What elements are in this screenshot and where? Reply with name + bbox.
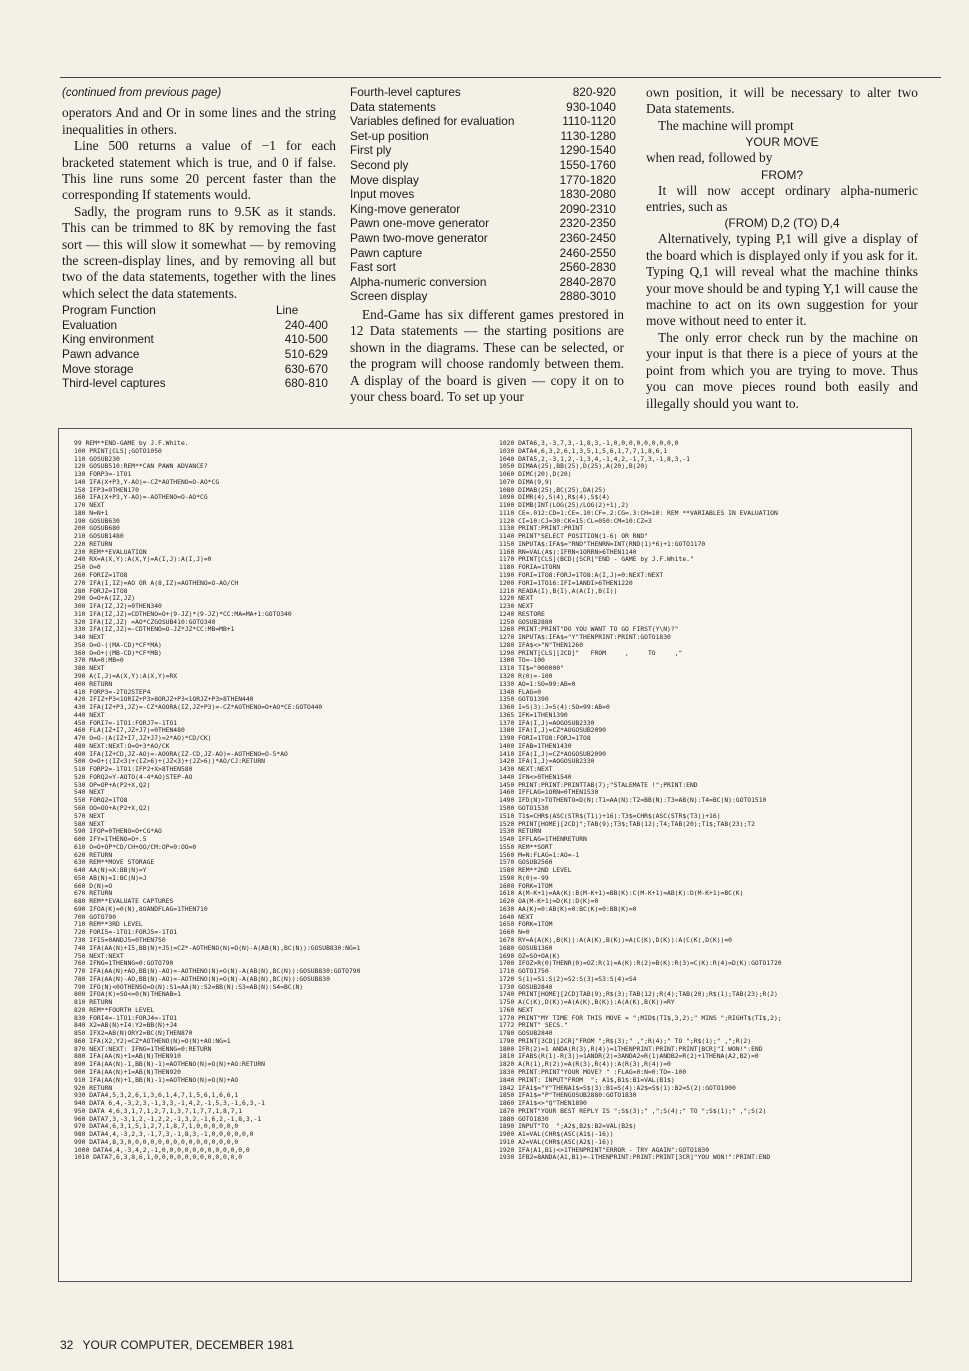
code-line: 1560 M=N:FLAG=1:AO=-1 <box>499 851 580 859</box>
table-row <box>350 187 624 202</box>
code-line: 1640 NEXT <box>499 913 534 921</box>
code-line: 1300 TO=-100 <box>499 657 545 665</box>
code-line: 130 FORP3=-1TO1 <box>74 471 132 479</box>
code-line: 690 IFOA(K)=0(N),8OANDFLAG=1THEN710 <box>74 905 208 913</box>
code-line: 1740 PRINT[HOME][2CD]TAB(9);R$(3);TAB(12);R(4);TAB(20);R$(1);TAB(23);R(2) <box>499 991 778 999</box>
code-line: 1910 A2=VAL(CHR$(ASC(A2$)-16)) <box>499 1138 614 1146</box>
code-line: 1330 AO=1:SO=99:AB=0 <box>499 680 576 688</box>
code-line: 770 IFA(AA(N)+AO,BB(N)-AO)=-AOTHENO(N)=O(N)-A(AB(N),BC(N)):GOSUB830:GOTO790 <box>74 968 361 976</box>
code-line: 1690 OZ=SO+OA(K) <box>499 952 561 960</box>
table-cell: 2360-2450 <box>559 230 616 245</box>
code-line: 1440 IFN<>0THEN1540 <box>499 773 572 781</box>
table-cell: 1830-2080 <box>559 187 616 202</box>
code-line: 1580 REM**2ND LEVEL <box>499 867 572 875</box>
table-cell: 2320-2350 <box>559 216 616 231</box>
table-cell: 1770-1820 <box>559 172 616 187</box>
code-line: 400 RETURN <box>74 680 113 688</box>
code-line: 190 GOSUB630 <box>74 517 120 525</box>
code-line: 1590 R(0)=-99 <box>499 874 549 882</box>
code-line: 910 IFA(AA(N)+1,BB(N)-1)=AOTHENO(N)=O(N)+AO <box>74 1076 239 1084</box>
table-cell: 1550-1760 <box>559 157 616 172</box>
code-line: 1790 PRINT[3CD][2CR]"FROM ";R$(3);" ,";R(4);" TO ";R$(1);" ,";R(2) <box>499 1037 752 1045</box>
code-line: 1820 A(R(1),R(2))=A(R(3),R(4)):A(R(3),R(4))=0 <box>499 1061 671 1069</box>
code-line: 1360 I=S(3):J=S(4):SO=99:AB=0 <box>499 704 610 712</box>
table-cell: Move display <box>350 172 419 187</box>
paragraph: own position, it will be necessary to alter two Data statements. <box>646 85 918 117</box>
page-number: 32 <box>60 1338 74 1352</box>
continued-note: (continued from previous page) <box>62 87 222 99</box>
code-line: 1210 READA(I),B(I),A(A(I),B(I)) <box>499 587 618 595</box>
code-line: 1870 PRINT"YOUR BEST REPLY IS ";S$(3);" ,";S(4);" TO ";S$(1);" ,";S(2) <box>499 1107 767 1115</box>
code-line: 1180 FORIA=1TORN <box>499 564 561 572</box>
code-line: 1400 IFAB=1THEN1430 <box>499 742 572 750</box>
paragraph: It will now accept ordinary alpha-numeric entries, such as <box>646 182 918 215</box>
code-line: 740 IFA(AA(N)+I5,BB(N)+J5)=CZ*-AOTHENO(N)=O(N)-A(AB(N),BC(N)):GOSUB830:NG=1 <box>74 944 361 952</box>
prompt-your-move: YOUR MOVE <box>745 135 819 150</box>
code-line: 1500 GOTO1530 <box>499 804 549 812</box>
table-cell: 630-670 <box>284 361 328 376</box>
code-line: 220 RETURN <box>74 540 113 548</box>
code-line: 270 IFA(I,IZ)=AO OR A(8,IZ)=AOTHENO=O-AO/CH <box>74 579 239 587</box>
table-cell: 2560-2830 <box>559 260 616 275</box>
code-line: 1860 IFA1$<>"Q"THEN1890 <box>499 1100 587 1108</box>
code-line: 1270 INPUTA$:IFA$="Y"THENPRINT:PRINT:GOTO1830 <box>499 634 671 642</box>
table-row <box>350 143 624 158</box>
code-line: 1460 IFFLAG=1ORN=0THEN1530 <box>499 789 599 797</box>
table-row <box>350 246 624 261</box>
table-header-line: Line <box>276 303 299 318</box>
code-line: 1650 FORK=1TOM <box>499 921 553 929</box>
table-cell: Evaluation <box>62 317 118 332</box>
code-line: 1610 A(M-K+1)=AA(K):B(M-K+1)=BB(K):C(M-K+1)=AB(K):D(M-K+1)=BC(K) <box>499 890 744 898</box>
code-line: 1420 IFA(I,J)=AOGOSUB2330 <box>499 758 595 766</box>
code-line: 680 REM**EVALUATE CAPTURES <box>74 898 174 906</box>
table-cell: Alpha-numeric conversion <box>350 274 487 289</box>
code-line: 890 IFA(AA(N)-1,BB(N)-1)=AOTHENO(N)=O(N)+AO:RETURN <box>74 1061 265 1069</box>
code-line: 1772 PRINT" SECS." <box>499 1022 568 1030</box>
code-line: 1450 PRINT:PRINT:PRINTTAB(7);"STALEMATE !";PRINT:END <box>499 781 698 789</box>
code-line: 1250 GOSUB2880 <box>499 618 553 626</box>
code-line: 1070 DIMA(9,9) <box>499 478 553 486</box>
paragraph: Sadly, the program runs to 9.5K as it stands. This can be trimmed to 8K by removing the fast sort — this will slow it somewhat — by removing the screen-display lines, and by removing all but two of the data statements, together with the lines which select the data statements. <box>62 203 336 301</box>
code-line: 210 GOSUB1480 <box>74 533 124 541</box>
code-line: 1240 RESTORE <box>499 610 545 618</box>
table-cell: King environment <box>62 332 154 347</box>
code-line: 1710 GOTO1750 <box>499 968 549 976</box>
table-cell: 680-810 <box>284 376 328 391</box>
code-line: 1770 PRINT"MY TIME FOR THIS MOVE = ";MID$(TI$,3,2);" MINS ";RIGHT$(TI$,2); <box>499 1014 782 1022</box>
code-line: 1700 IFOZ>R(0)THENR(0)=OZ:R(1)=A(K):R(2)=B(K):R(3)=C(K):R(4)=D(K):GOTO1720 <box>499 960 782 968</box>
code-line: 950 DATA 4,6,3,1,7,1,2,7,1,3,7,1,7,7,1,8,7,1 <box>74 1107 243 1115</box>
code-line: 340 NEXT <box>74 634 105 642</box>
code-line: 1190 FORI=1TO8:FORJ=1TO8:A(I,J)=0:NEXT:NEXT <box>499 572 664 580</box>
top-rule <box>60 77 941 78</box>
code-line: 1050 DIMAA(25),BB(25),D(25),A(20),B(20) <box>499 463 648 471</box>
code-line: 790 IFO(N)<0OTHENSO=O(N):S1=AA(N):S2=BB(N):S3=AB(N):S4=BC(N) <box>74 983 304 991</box>
table-row <box>350 158 624 173</box>
code-line: 1630 AA(K)=0:AB(K)=0:BC(K)=0:BB(K)=0 <box>499 905 637 913</box>
table-row <box>350 231 624 246</box>
table-cell: 1130-1280 <box>560 128 616 143</box>
example-entry: (FROM) D,2 (TO) D,4 <box>724 216 840 231</box>
code-line: 800 IFOA(K)=SO<=0(N)THENAB=1 <box>74 991 181 999</box>
table-cell: Variables defined for evaluation <box>350 114 515 129</box>
prompt-from: FROM? <box>761 167 803 182</box>
table-cell: King-move generator <box>350 201 461 216</box>
code-line: 720 FORI5=-1TO1:FORJ5=-1TO1 <box>74 929 178 937</box>
code-line: 1080 DIMAB(25),BC(25),DA(25) <box>499 486 606 494</box>
code-line: 230 REM**EVALUATION <box>74 548 147 556</box>
code-line: 100 PRINT[CLS];GOTO1050 <box>74 447 162 455</box>
code-line: 1750 A(C(K),D(K))=A(A(K),B(K)):A(A(K),B(K))=RY <box>499 999 675 1007</box>
code-line: 1160 RN=VAL(A$):IFRN<1ORRN>6THEN1140 <box>499 548 637 556</box>
code-line: 1410 IFA(I,J)=CZ*AOGOSUB2090 <box>499 750 606 758</box>
code-line: 630 REM**MOVE STORAGE <box>74 859 155 867</box>
table-cell: Screen display <box>350 289 428 304</box>
paragraph: Alternatively, typing P,1 will give a display of the board which is displayed only if you ask for it. Typing Q,1 will reveal what the machine thinks your move should be and typing Y,1 will cause the machine to act on its own suggestion for your move without need to enter it. <box>646 231 918 329</box>
magazine-issue: YOUR COMPUTER, DECEMBER 1981 <box>82 1338 294 1352</box>
code-line: 1670 RY=A(A(K),B(K)):A(A(K),B(K))=A(C(K),D(K)):A(C(K),D(K))=0 <box>499 937 732 944</box>
code-line: 1030 DATA4,6,3,2,6,1,3,5,1,5,6,1,7,7,1,8,6,1 <box>499 447 668 455</box>
code-line: 1365 IFK=1THEN1390 <box>499 711 568 719</box>
code-line: 1730 GOSUB2840 <box>499 983 553 991</box>
code-line: 300 IFA(IZ,JZ)=0THEN340 <box>74 603 162 611</box>
code-line: 1140 PRINT"SELECT POSITION(1-6) OR RND" <box>499 533 648 541</box>
code-line: 1120 CI=10:CJ=30:CK=15:CL=050:CM=10:CZ=3 <box>499 517 652 525</box>
code-line: 1060 DIMC(20),D(20) <box>499 471 572 479</box>
code-line: 1200 FORI=1TO16:IFI=1ANDI>6THEN1220 <box>499 579 633 587</box>
code-line: 970 DATA4,6,3,1,5,1,2,7,1,8,7,1,0,0,0,0,0,0 <box>74 1123 239 1131</box>
paragraph: The only error check run by the machine on your input is that there is a piece of yours at the point from which you are trying to move. Thus you can move pieces round both easily and illegally should you want to. <box>646 329 918 411</box>
code-line: 420 IFIZ+P3<1ORIZ+P3>8ORJZ+P3<1ORJZ+P3>8THEN440 <box>74 696 254 704</box>
code-line: 960 DATA7,3,-3,1,2,-1,2,2,-1,3,2,-1,6,2,-1,8,3,-1 <box>74 1115 262 1123</box>
code-line: 870 NEXT:NEXT: IFNG=1THENNG=0:RETURN <box>74 1045 212 1053</box>
table-row <box>350 260 624 275</box>
code-line: 1490 IFD(N)>TOTHENTO=D(N):T1=AA(N):T2=BB(N):T3=AB(N):T4=BC(N):GOTO1510 <box>499 797 767 805</box>
code-line: 390 A(I,J)=A(X,Y):A(X,Y)=RX <box>74 672 178 680</box>
code-line: 510 FORP2=-1TO1:IFP2+X>8THEN580 <box>74 766 193 774</box>
table-cell: Pawn capture <box>350 245 423 260</box>
code-line: 590 IFOP=0THENO=O+CG*AO <box>74 828 162 836</box>
code-line: 1530 RETURN <box>499 828 542 836</box>
code-line: 700 GOTO790 <box>74 913 117 921</box>
code-line: 200 GOSUB680 <box>74 525 120 533</box>
table-header-function: Program Function <box>62 303 156 318</box>
code-line: 1930 IFB2=8ANDA(A1,B1)=-1THENPRINT:PRINT:PRINT[3CR]"YOU WON!":PRINT:END <box>499 1154 771 1162</box>
code-line: 410 FORP3=-2TO2STEP4 <box>74 688 151 696</box>
code-line: 1290 PRINT[CLS][2CD]" FROM , TO ," <box>499 649 683 657</box>
table-cell: 2460-2550 <box>559 245 616 260</box>
code-line: 310 IFA(IZ,JZ)=CDTHENO=O+(9-JZ)*(9-JZ)*CC:MA=MA+1:GOTO340 <box>74 610 292 618</box>
code-line: 990 DATA4,8,3,0,0,0,0,0,0,0,0,0,0,0,0,0,0,0 <box>74 1138 239 1146</box>
code-line: 1320 R(0)=-100 <box>499 672 553 680</box>
code-line: 1720 S(1)=S1:S(2)=S2:S(3)=S3:S(4)=S4 <box>499 975 637 983</box>
code-line: 1842 IFA1$="Y"THENA1$=S$(3):B1=S(4):A2$=S$(1):B2=S(2):GOTO1900 <box>499 1084 736 1092</box>
table-cell: Fourth-level captures <box>350 85 461 99</box>
table-row <box>350 100 624 115</box>
table-cell: 2880-3010 <box>559 289 616 304</box>
text-column-1 <box>62 85 336 394</box>
code-line: 120 GOSUB510:REM**CAN PAWN ADVANCE? <box>74 463 208 471</box>
code-line: 380 NEXT <box>74 665 105 673</box>
table-cell: 410-500 <box>284 332 328 347</box>
code-line: 610 O=O+OP*CD/CH+OO/CM:OP=0:OO=0 <box>74 843 197 851</box>
table-cell: Input moves <box>350 187 415 202</box>
code-line: 330 IFA(IZ,JZ)=-CDTHENO=O-JZ*JZ*CC:MB=MB+1 <box>74 626 235 634</box>
code-line: 1390 FORI=1TO8:FORJ=1TO8 <box>499 735 591 743</box>
code-line: 180 N=N+1 <box>74 509 109 517</box>
table-cell: Second ply <box>350 157 409 172</box>
code-line: 260 FORIZ=1TO8 <box>74 572 128 580</box>
code-line: 1680 GOSUB1360 <box>499 944 553 952</box>
code-line: 550 FORQ2=1TO8 <box>74 797 128 805</box>
table-row <box>350 202 624 217</box>
table-row <box>350 114 624 129</box>
code-line: 810 RETURN <box>74 999 113 1007</box>
code-line: 760 IFNG=1THENNG=0:GOTO790 <box>74 960 174 968</box>
code-line: 1510 T1$=CHR$(ASC(STR$(T1))+16):T3$=CHR$(ASC(STR$(T3))+16) <box>499 812 721 820</box>
table-row <box>62 318 336 333</box>
code-line: 1920 IFA(A1,B1)<>1THENPRINT"ERROR - TRY AGAIN":GOTO1830 <box>499 1146 710 1154</box>
code-line: 620 RETURN <box>74 851 113 859</box>
code-line: 280 FORJZ=1TO8 <box>74 587 128 595</box>
code-line: 1890 INPUT"TO ";A2$,B2$:B2=VAL(B2$) <box>499 1123 637 1131</box>
listing-column-right <box>499 440 904 1162</box>
code-line: 1600 FORK=1TOM <box>499 882 553 890</box>
table-cell: Move storage <box>62 361 134 376</box>
code-line: 640 AA(N)=X:BB(N)=Y <box>74 867 147 875</box>
code-line: 450 FORI7=-1TO1:FORJ7=-1TO1 <box>74 719 178 727</box>
table-cell: 510-629 <box>284 347 328 362</box>
code-line: 290 O=O+A(IZ,JZ) <box>74 595 136 603</box>
table-cell: 820-920 <box>572 85 616 99</box>
code-line: 140 IFA(X+P3,Y-AO)=-CZ*AOTHENO=O-AO*CG <box>74 478 220 486</box>
code-line: 470 O=O-(A(IZ+I7,JZ+J7)=2*AO)*CD/CK) <box>74 735 212 743</box>
code-line: 780 IFA(AA(N)-AO,BB(N)-AO)=-AOTHENO(N)=O(N)-A(AB(N),BC(N)):GOSUB830 <box>74 975 330 983</box>
code-line: 1540 IFFLAG=1THENRETURN <box>499 836 587 844</box>
table-cell: Data statements <box>350 99 436 114</box>
code-line: 900 IFA(AA(N)+1=AB(N)THEN920 <box>74 1069 181 1077</box>
table-row <box>350 173 624 188</box>
code-line: 1350 GOTO1390 <box>499 696 549 704</box>
code-line: 1520 PRINT[HOME][2CD]";TAB(9);T3$;TAB(12);T4;TAB(20);T1$;TAB(23);T2 <box>499 820 755 828</box>
paragraph: when read, followed by <box>646 150 773 166</box>
paragraph: operators And and Or in some lines and the string inequalities in others. <box>62 105 336 137</box>
code-line: 240 RX=A(X,Y):A(X,Y)=A(I,J):A(I,J)=0 <box>74 556 212 564</box>
code-line: 530 OP=OP+A(P2+X,Q2) <box>74 781 151 789</box>
function-table-part-2 <box>350 85 624 304</box>
table-cell: 2840-2870 <box>559 274 616 289</box>
paragraph: Line 500 returns a value of −1 for each bracketed statement which is true, and 0 if false. This line runs some 20 percent faster than the corresponding If statements would. <box>62 138 336 203</box>
table-cell: Set-up position <box>350 128 429 143</box>
table-cell: 2090-2310 <box>559 201 616 216</box>
table-row <box>62 347 336 362</box>
code-line: 880 IFA(AA(N)+1=AB(N)THEN910 <box>74 1053 181 1061</box>
code-line: 850 IFX2=AB(N)ORY2=BC(N)THEN870 <box>74 1030 193 1038</box>
code-line: 1550 REM**SORT <box>499 843 553 851</box>
code-line: 350 O=O-((MA-CD)*CF*MA) <box>74 641 162 649</box>
program-listing-box <box>58 428 912 1282</box>
code-line: 1150 INPUTA$:IFA$="RND"THENRN=INT(RND(1)*6)+1:GOTO1170 <box>499 540 706 548</box>
code-line: 1900 A1=VAL(CHR$(ASC(A1$)-16)) <box>499 1131 614 1139</box>
code-line: 1110 CE=.012:CD=1:CE=.10:CF=.2:CG=.3:CH=10: REM **VARIABLES IN EVALUATION <box>499 509 778 517</box>
code-line: 710 REM**3RD LEVEL <box>74 921 143 929</box>
table-row <box>350 216 624 231</box>
code-line: 1230 NEXT <box>499 603 534 611</box>
code-line: 1170 PRINT[CLS](BCD)[SCR]"END - GAME by J.F.White." <box>499 556 694 564</box>
code-line: 1040 DATA5,2,-3,1,2,-1,3,4,-1,4,2,-1,7,3,-1,8,3,-1 <box>499 455 690 463</box>
code-line: 1830 PRINT:PRINT"YOUR MOVE? " :FLAG=0:N=0:TO=-100 <box>499 1069 687 1077</box>
paragraph: The machine will prompt <box>658 117 794 133</box>
code-line: 580 NEXT <box>74 820 105 828</box>
code-line: 830 FORI4=-1TO1:FORJ4=-1TO1 <box>74 1014 178 1022</box>
code-line: 1370 IFA(I,J)=AOGOSUB2330 <box>499 719 595 727</box>
code-line: 110 GOSUB230 <box>74 455 120 463</box>
table-cell: 240-400 <box>284 317 328 332</box>
code-line: 1340 FLAG=0 <box>499 688 542 696</box>
table-cell: Pawn advance <box>62 347 140 362</box>
code-line: 1020 DATA6,3,-3,7,3,-1,8,3,-1,0,0,0,0,0,0,0,0,0 <box>499 440 679 447</box>
code-line: 360 O=O+((MB-CD)*CF*MB) <box>74 649 162 657</box>
code-line: 670 RETURN <box>74 890 113 898</box>
table-row <box>62 362 336 377</box>
code-line: 99 REM**END-GAME by J.F.White. <box>74 440 189 447</box>
code-line: 1660 N=0 <box>499 929 530 937</box>
table-row <box>62 376 336 391</box>
function-table-part-1 <box>62 303 336 391</box>
text-column-3 <box>646 85 918 412</box>
code-line: 860 IFA(X2,Y2)=CZ*AOTHENO(N)=O(N)+AO:NG=1 <box>74 1037 231 1045</box>
table-cell: 1290-1540 <box>559 143 616 158</box>
code-line: 1310 TI$="000000" <box>499 665 564 673</box>
table-row <box>350 129 624 144</box>
table-row <box>350 85 624 100</box>
table-row <box>350 289 624 304</box>
code-line: 150 IFP3=0THEN170 <box>74 486 139 494</box>
code-line: 1760 NEXT <box>499 1006 534 1014</box>
code-line: 1430 NEXT:NEXT <box>499 766 553 774</box>
code-line: 660 D(N)=O <box>74 882 113 890</box>
code-line: 430 IFA(IZ+P3,JZ)=-CZ*AOORA(IZ,JZ+P3)=-CZ*AOTHENO=O+AO*CE:GOTO440 <box>74 704 323 712</box>
code-line: 1000 DATA4,4,-3,4,2,-1,0,0,0,0,0,0,0,0,0,0,0,0 <box>74 1146 250 1154</box>
code-line: 250 O=0 <box>74 564 101 572</box>
code-line: 1010 DATA7,6,3,8,6,1,0,0,0,0,0,0,0,0,0,0,0,0 <box>74 1154 243 1162</box>
code-line: 1220 NEXT <box>499 595 534 603</box>
table-header-row <box>62 303 336 318</box>
table-cell: Third-level captures <box>62 376 166 391</box>
code-line: 1810 IFABS(R(1)-R(3))=1ANDR(2)=3ANDA2=R(1)ANDB2=R(2)+1THENA(A2,B2)=0 <box>499 1053 759 1061</box>
code-line: 840 X2=AB(N)+I4:Y2=BB(N)+J4 <box>74 1022 178 1030</box>
code-line: 460 FLA(IZ+I7,JZ+J7)=0THEN480 <box>74 727 185 735</box>
table-cell: First ply <box>350 143 392 158</box>
code-line: 1840 PRINT: INPUT"FROM "; A1$,B1$:B1=VAL(B1$) <box>499 1076 675 1084</box>
code-line: 520 FORQ2=Y-AOTO(4-4*AO)STEP-AO <box>74 773 193 781</box>
table-cell: Fast sort <box>350 260 396 275</box>
code-line: 1780 GOSUB2840 <box>499 1030 553 1038</box>
code-line: 1620 OA(M-K+1)=D(K):D(K)=0 <box>499 898 599 906</box>
code-line: 650 AB(N)=I:BC(N)=J <box>74 874 147 882</box>
table-cell: Pawn one-move generator <box>350 216 490 231</box>
table-cell: 930-1040 <box>566 99 616 114</box>
code-line: 1570 GOSUB2560 <box>499 859 553 867</box>
code-line: 1280 IFA$<>"N"THEN1260 <box>499 641 584 649</box>
table-row <box>350 275 624 290</box>
code-line: 540 NEXT <box>74 789 105 797</box>
code-line: 320 IFA(IZ,JZ) =AO*CZGOSUB410:GOTO340 <box>74 618 216 626</box>
code-line: 1100 DIMB(INT(LOG(25)/LOG(2)+1),2) <box>499 502 629 510</box>
code-line: 160 IFA(X+P3,Y-AO)=-AOTHENO=O-AO*CG <box>74 494 208 502</box>
page-footer <box>60 1338 300 1352</box>
code-line: 560 OO=OO+A(P2+X,Q2) <box>74 804 151 812</box>
code-line: 930 DATA4,5,3,2,6,1,3,6,1,4,7,1,5,6,1,6,6,1 <box>74 1092 239 1100</box>
code-line: 820 REM**FOURTH LEVEL <box>74 1006 155 1014</box>
code-line: 440 NEXT <box>74 711 105 719</box>
code-line: 730 IFI5=0ANDJ5=0THEN750 <box>74 937 166 944</box>
paragraph: End-Game has six different games prestored in 12 Data statements — the starting positions are shown in the diagrams. These can be selected, or the program will choose randomly between them. A display of the board is given — copy it on to your chess board. To set up your <box>350 306 624 404</box>
code-line: 1880 GOTO1830 <box>499 1115 549 1123</box>
code-line: 600 IFY=1THENO=O+.5 <box>74 836 147 844</box>
table-cell: Pawn two-move generator <box>350 230 488 245</box>
code-line: 1800 IFR(2)=1 ANDA(R(3),R(4))=1THENPRINT:PRINT:PRINT[BCR]"I WON!":END <box>499 1045 763 1053</box>
code-line: 490 IFA(IZ+CD,JZ-AO)=-AOORA(IZ-CD,JZ-AO)=-AOTHENO=O-5*AO <box>74 750 288 758</box>
code-line: 920 RETURN <box>74 1084 113 1092</box>
code-line: 370 MA=0:MB=0 <box>74 657 124 665</box>
code-line: 170 NEXT <box>74 502 105 510</box>
code-line: 750 NEXT:NEXT <box>74 952 124 960</box>
table-row <box>62 332 336 347</box>
code-line: 480 NEXT:NEXT:O=O+3*AO/CK <box>74 742 170 750</box>
code-line: 1090 DIMR(4),S(4),R$(4),S$(4) <box>499 494 610 502</box>
table-cell: 1110-1120 <box>562 114 616 129</box>
code-line: 940 DATA 6,4,-3,2,3,-1,3,3,-1,4,2,-1,5,3,-1,6,3,-1 <box>74 1100 265 1108</box>
code-line: 1260 PRINT:PRINT"DO YOU WANT TO GO FIRST(Y\N)?" <box>499 626 679 634</box>
code-line: 1130 PRINT:PRINT:PRINT <box>499 525 584 533</box>
code-line: 980 DATA4,4,-3,2,3,-1,7,3,-1,8,3,-1,0,0,0,0,0,0 <box>74 1131 254 1139</box>
code-line: 1380 IFA(I,J)=CZ*AOGOSUB2090 <box>499 727 606 735</box>
code-line: 570 NEXT <box>74 812 105 820</box>
text-column-2 <box>350 85 624 405</box>
listing-column-left <box>74 440 486 1162</box>
code-line: 500 O=O+((IZ<3)+(IZ>6)+(JZ<3)+(JZ>6))*AO/CJ:RETURN <box>74 758 265 766</box>
code-line: 1850 IFA1$="P"THENGOSUB2880:GOTO1830 <box>499 1092 637 1100</box>
